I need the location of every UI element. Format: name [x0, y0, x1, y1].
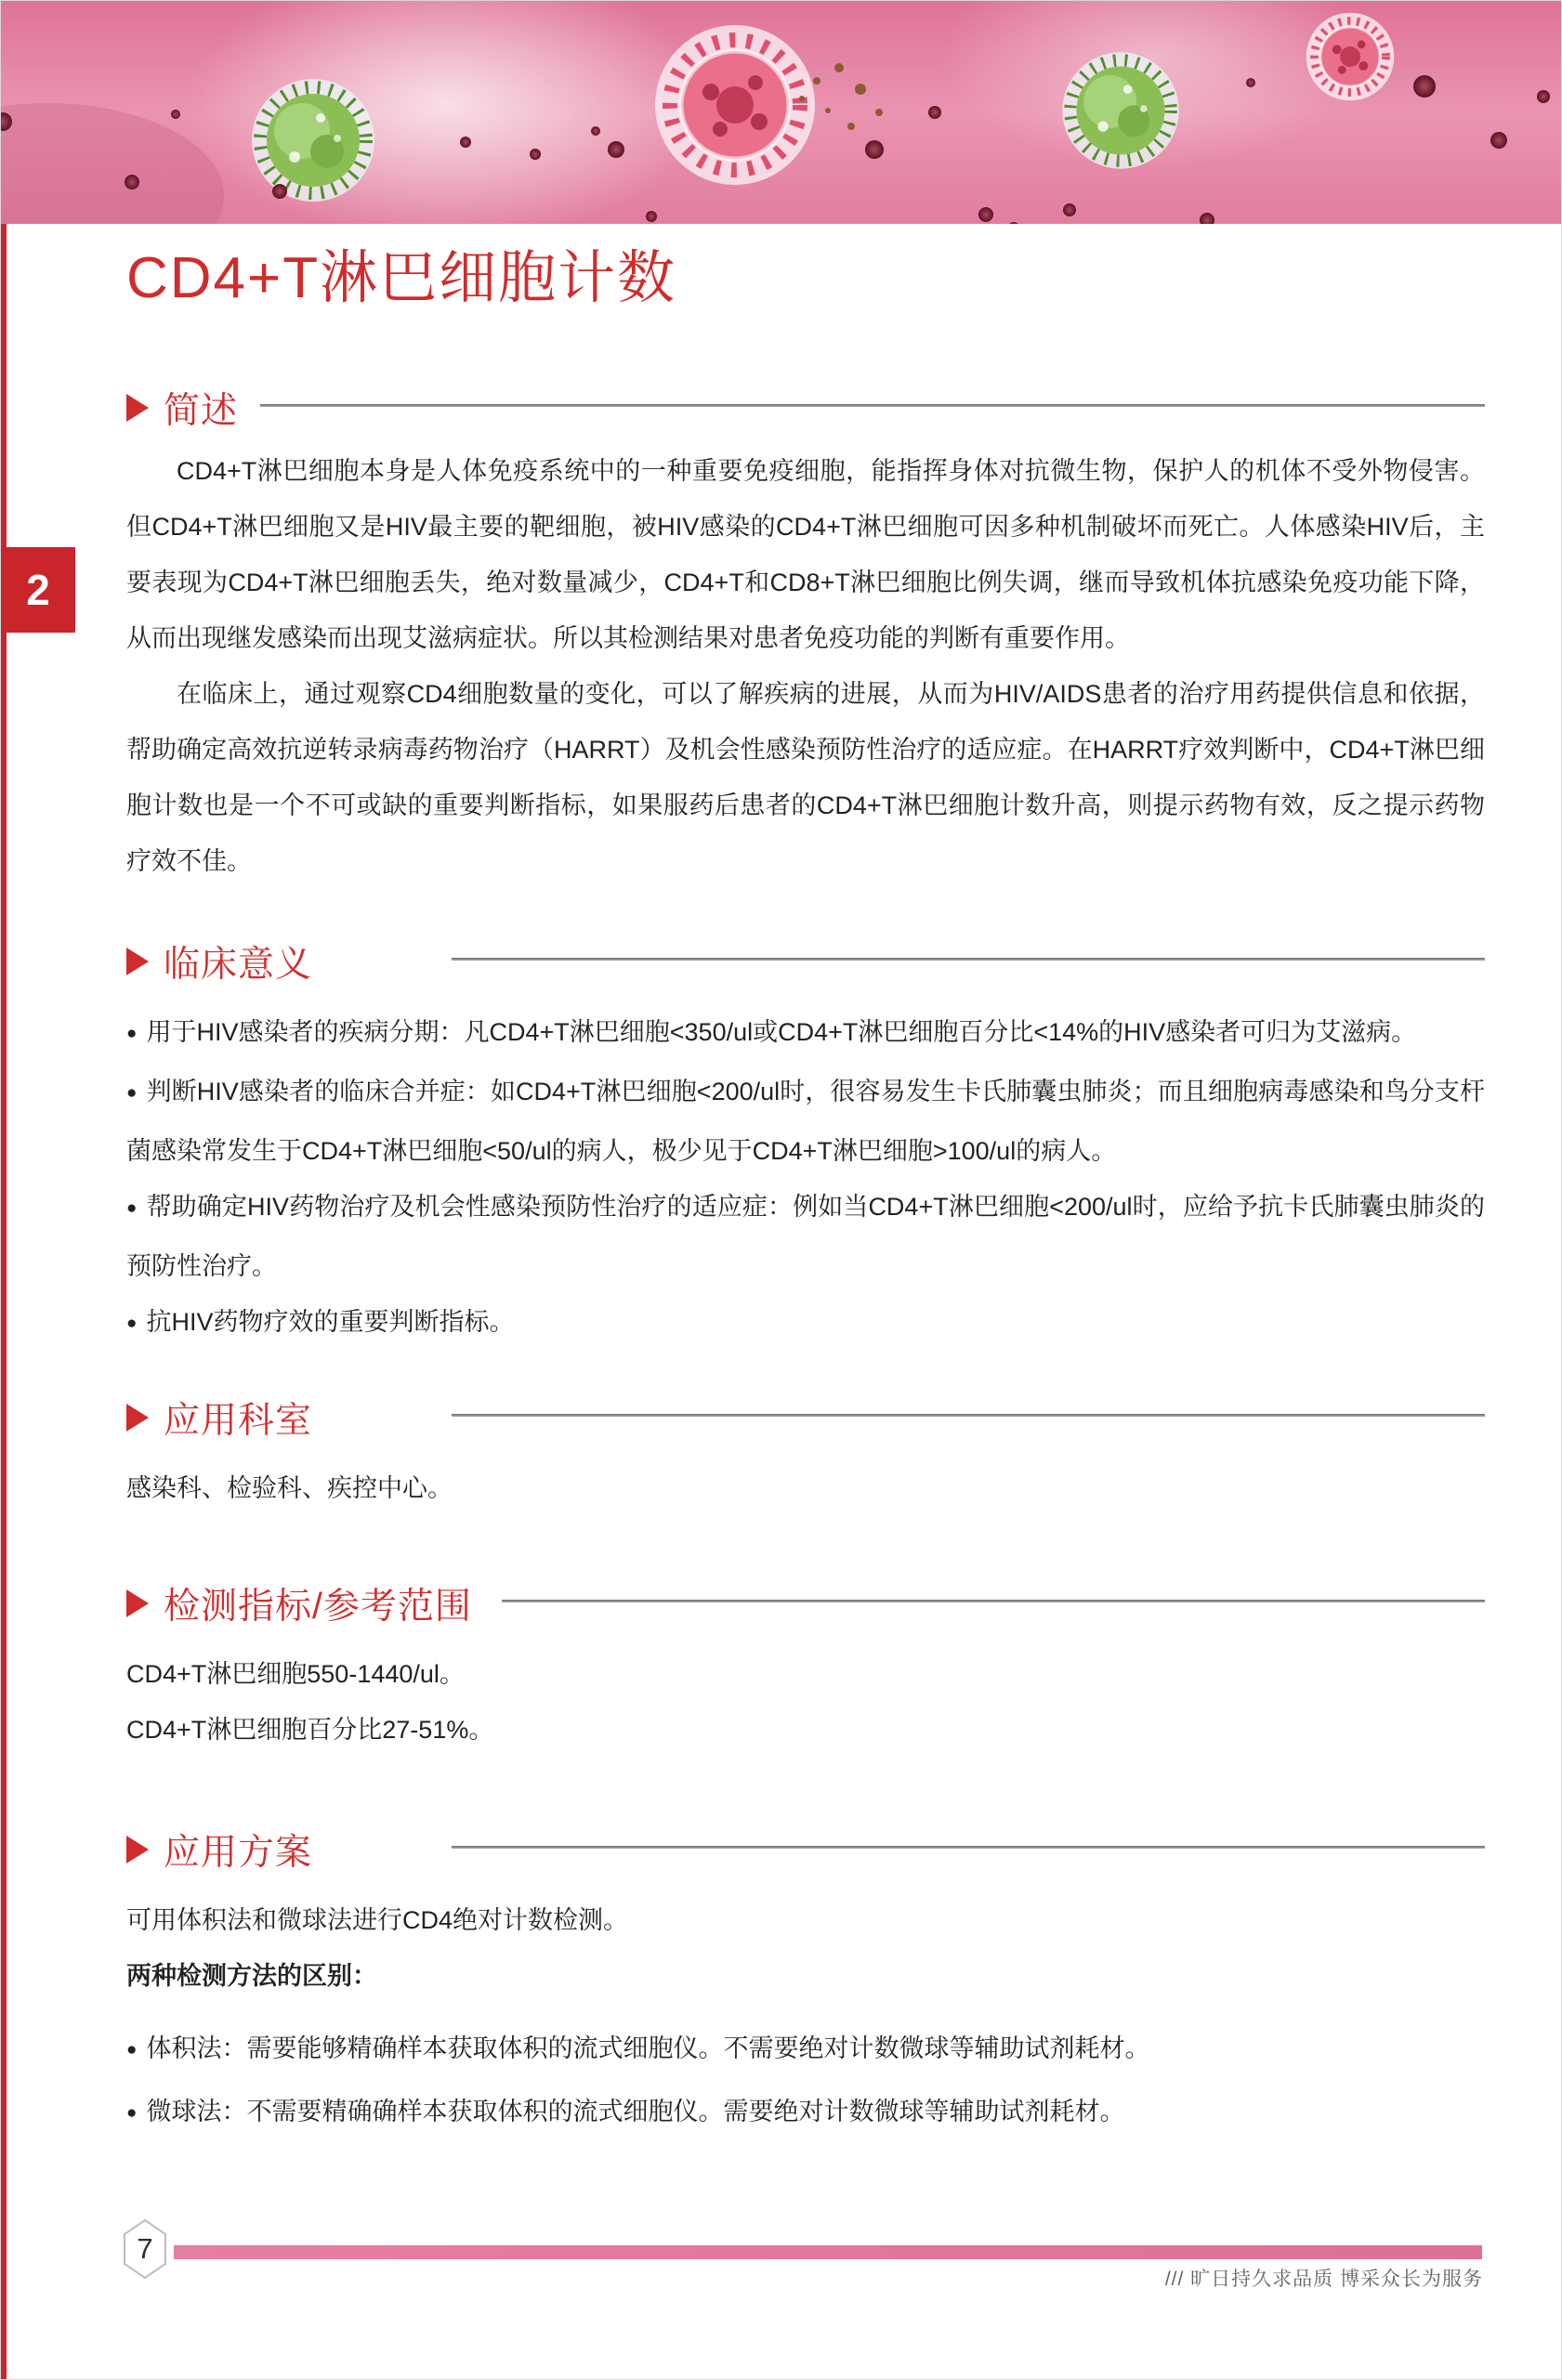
section-rule: [502, 1600, 1485, 1602]
section-rule: [452, 1846, 1485, 1849]
footer-slogan: /// 旷日持久求品质 博采众长为服务: [1164, 2269, 1483, 2290]
page-content: [126, 244, 1485, 2145]
section-reference: [126, 1581, 1485, 1758]
list-item: ● 微球法：不需要精确确样本获取体积的流式细胞仪。需要绝对计数微球等辅助试剂耗材。: [126, 2082, 1485, 2145]
clinical-bullet-list: [126, 1004, 1485, 1353]
section-heading: [126, 1827, 1485, 1872]
header-image: [1, 1, 1562, 224]
overview-paragraph: 在临床上，通过观察CD4细胞数量的变化，可以了解疾病的进展，从而为HIV/AIDS患者的治疗用药提供信息和依据，帮助确定高效抗逆转录病毒药物治疗（HARRT）及机会性感染预防性治疗的适应症。在HARRT疗效判断中，CD4+T淋巴细胞计数也是一个不可或缺的重要判断指标，如果服药后患者的CD4+T淋巴细胞计数升高，则提示药物有效，反之提示药物疗效不佳。: [126, 680, 1485, 875]
footer-bar: [174, 2245, 1482, 2259]
section-title: 检测指标/参考范围: [164, 1587, 472, 1627]
section-title: 应用方案: [164, 1833, 313, 1873]
page-number: 7: [137, 2232, 153, 2265]
section-rule: [452, 1414, 1485, 1417]
list-item: ● 判断HIV感染者的临床合并症：如CD4+T淋巴细胞<200/ul时，很容易发生卡氏肺囊虫肺炎；而且细胞病毒感染和鸟分支杆菌感染常发生于CD4+T淋巴细胞<50/ul的病人，极少见于CD4+T淋巴细胞>100/ul的病人。: [126, 1064, 1485, 1179]
section-arrow-icon: [126, 948, 149, 975]
list-item: ● 体积法：需要能够精确样本获取体积的流式细胞仪。不需要绝对计数微球等辅助试剂耗材。: [126, 2019, 1485, 2082]
section-heading: [126, 939, 1485, 984]
section-overview: [126, 386, 1485, 889]
overview-paragraph: CD4+T淋巴细胞本身是人体免疫系统中的一种重要免疫细胞，能指挥身体对抗微生物，保护人的机体不受外物侵害。但CD4+T淋巴细胞又是HIV最主要的靶细胞，被HIV感染的CD4+T淋巴细胞可因多种机制破坏而死亡。人体感染HIV后，主要表现为CD4+T淋巴细胞丢失，绝对数量减少，CD4+T和CD8+T淋巴细胞比例失调，继而导致机体抗感染免疫功能下降，从而出现继发感染而出现艾滋病症状。所以其检测结果对患者免疫功能的判断有重要作用。: [126, 457, 1485, 652]
section-heading: [126, 1395, 1485, 1440]
page-title: CD4+T淋巴细胞计数: [126, 246, 677, 310]
section-clinical: [126, 939, 1485, 1353]
list-item: ● 用于HIV感染者的疾病分期：凡CD4+T淋巴细胞<350/ul或CD4+T淋巴细胞百分比<14%的HIV感染者可归为艾滋病。: [126, 1004, 1485, 1064]
departments-text: 感染科、检验科、疾控中心。: [126, 1474, 453, 1502]
section-rule: [260, 404, 1485, 407]
section-rule: [452, 958, 1485, 961]
application-intro: 可用体积法和微球法进行CD4绝对计数检测。: [126, 1906, 629, 1934]
section-arrow-icon: [126, 1404, 149, 1432]
application-subheading: 两种检测方法的区别：: [126, 1962, 377, 1990]
reference-line: CD4+T淋巴细胞550-1440/ul。: [126, 1660, 465, 1688]
green-virus-icon: [1062, 52, 1178, 168]
section-arrow-icon: [126, 1836, 149, 1863]
list-item: ● 抗HIV药物疗效的重要判断指标。: [126, 1294, 1485, 1353]
red-virus-icon: [1306, 13, 1395, 101]
green-virus-icon: [252, 79, 374, 202]
red-virus-icon: [655, 25, 815, 185]
application-bullet-list: [126, 2019, 1485, 2145]
section-arrow-icon: [126, 394, 149, 422]
section-heading: [126, 386, 1485, 430]
section-title: 临床意义: [164, 945, 313, 985]
chapter-tab: 2: [1, 547, 75, 633]
list-item: ● 帮助确定HIV药物治疗及机会性感染预防性治疗的适应症：例如当CD4+T淋巴细胞<200/ul时，应给予抗卡氏肺囊虫肺炎的预防性治疗。: [126, 1179, 1485, 1294]
section-arrow-icon: [126, 1589, 149, 1617]
section-heading: [126, 1581, 1485, 1626]
section-title: 简述: [164, 391, 239, 431]
reference-line: CD4+T淋巴细胞百分比27-51%。: [126, 1716, 494, 1744]
page-number-badge: [124, 2219, 166, 2279]
section-application: [126, 1827, 1485, 2145]
section-title: 应用科室: [164, 1401, 313, 1441]
section-departments: [126, 1395, 1485, 1516]
